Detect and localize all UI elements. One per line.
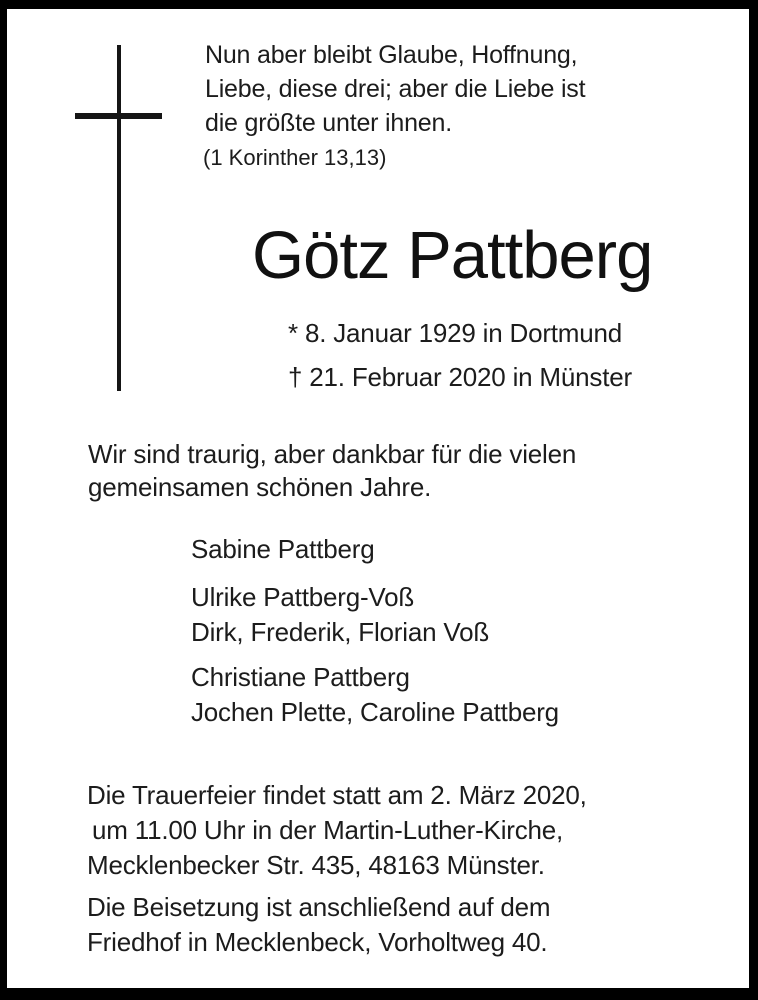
scripture-quote (205, 38, 585, 140)
scripture-quote-line: Liebe, diese drei; aber die Liebe ist (205, 75, 586, 103)
service-details-line: Die Trauerfeier findet statt am 2. März 2020, (87, 780, 587, 810)
birth-date-line: * 8. Januar 1929 in Dortmund (288, 318, 623, 348)
scripture-quote-line: Nun aber bleibt Glaube, Hoffnung, (205, 41, 578, 69)
mourner-group (191, 580, 489, 650)
mourner-name: Jochen Plette, Caroline Pattberg (191, 697, 559, 727)
mourner-group (191, 660, 559, 730)
mourner-group (191, 532, 374, 567)
family-message (88, 438, 576, 504)
death-date-line: † 21. Februar 2020 in Münster (288, 362, 632, 392)
deceased-name: Götz Pattberg (252, 218, 653, 293)
service-details-line: Mecklenbecker Str. 435, 48163 Münster. (87, 850, 545, 880)
mourner-name: Christiane Pattberg (191, 662, 410, 692)
family-message-line: Wir sind traurig, aber dankbar für die vielen (88, 439, 577, 469)
scripture-quote-line: die größte unter ihnen. (205, 109, 452, 137)
family-message-line: gemeinsamen schönen Jahre. (88, 472, 432, 502)
mourner-name: Ulrike Pattberg-Voß (191, 582, 415, 612)
burial-details-line: Die Beisetzung ist anschließend auf dem (87, 892, 551, 922)
mourner-name: Sabine Pattberg (191, 534, 375, 564)
burial-details (87, 890, 550, 960)
service-details-line: um 11.00 Uhr in der Martin-Luther-Kirche, (92, 815, 564, 845)
scripture-source: (1 Korinther 13,13) (203, 145, 387, 170)
mourner-name: Dirk, Frederik, Florian Voß (191, 617, 490, 647)
burial-details-line: Friedhof in Mecklenbeck, Vorholtweg 40. (87, 927, 548, 957)
life-dates (288, 311, 632, 399)
service-details (87, 778, 587, 883)
